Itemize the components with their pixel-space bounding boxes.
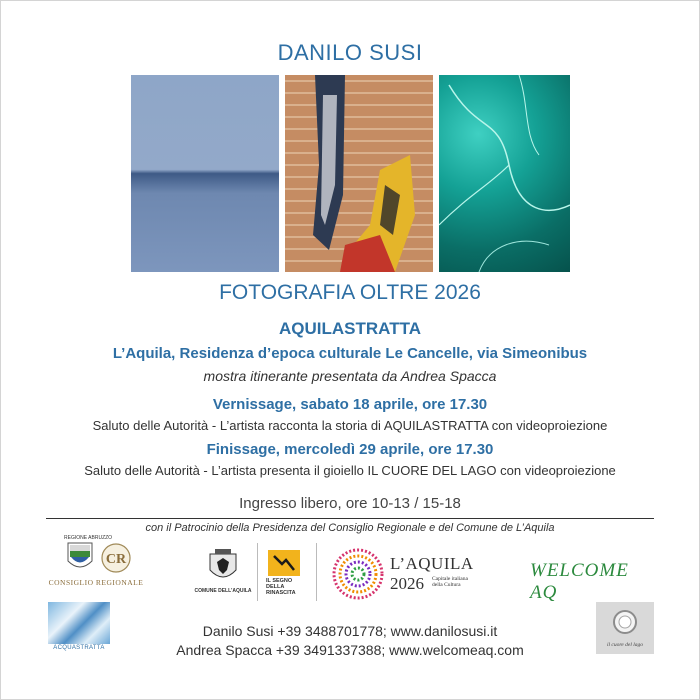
laquila-year: 2026	[390, 574, 424, 593]
comune-crest-icon	[208, 548, 238, 584]
exhibition-title: FOTOGRAFIA OLTRE 2026	[219, 281, 481, 304]
laquila-2026-logo	[332, 548, 482, 600]
water-lines-graphic	[439, 75, 570, 272]
welcome-aq-logo	[530, 560, 654, 603]
vernissage-title: Vernissage, sabato 18 aprile, ore 17.30	[212, 396, 488, 413]
segno-rinascita-logo	[266, 550, 306, 600]
consiglio-regionale-label: CONSIGLIO REGIONALE	[48, 578, 144, 587]
rinascita-mark-icon	[268, 550, 300, 576]
consiglio-regionale-logo	[48, 535, 144, 590]
patronage-line: con il Patrocinio della Presidenza del Consiglio Regionale e del Comune de L’Aquila	[145, 522, 555, 534]
logo-separator	[316, 543, 317, 601]
svg-text:CR: CR	[105, 552, 127, 567]
vernissage-description: Saluto delle Autorità - L’artista racconta la storia di AQUILASTRATTA con videoproiezione	[92, 418, 608, 433]
artist-name: DANILO SUSI	[277, 40, 423, 65]
photo-turquoise-water	[439, 75, 570, 272]
consiglio-emblem-icon	[66, 541, 134, 575]
finissage-title: Finissage, mercoledì 29 aprile, ore 17.30	[206, 441, 494, 458]
laquila-name: L’AQUILA	[390, 554, 474, 573]
cuore-label: il cuore del lago	[607, 642, 643, 648]
acquastratta-label: ACQUASTRATTA	[53, 645, 105, 651]
photo-sea-horizon	[131, 75, 279, 272]
curator-line: mostra itinerante presentata da Andrea Spacca	[203, 368, 497, 384]
welcome-aq-label: WELCOME AQ	[530, 560, 629, 603]
contact-danilo: Danilo Susi +39 3488701778; www.danilosusi.it	[202, 623, 498, 639]
admission-info: Ingresso libero, ore 10-13 / 15-18	[239, 495, 461, 512]
contact-andrea: Andrea Spacca +39 3491337388; www.welcomeaq.com	[176, 642, 524, 658]
exhibition-subtitle: AQUILASTRATTA	[279, 319, 421, 338]
laquila-tagline: Capitale italiana della Cultura	[432, 576, 468, 588]
fabric-drape-graphic	[285, 75, 433, 272]
divider	[46, 518, 654, 519]
regione-abruzzo-label: REGIONE ABRUZZO	[64, 535, 113, 541]
comune-label: COMUNE DELL'AQUILA	[194, 588, 252, 594]
photo-fabric-on-brick-wall	[285, 75, 433, 272]
segno-label: IL SEGNO DELLA RINASCITA	[266, 578, 296, 596]
comune-aquila-logo	[194, 548, 252, 598]
finissage-description: Saluto delle Autorità - L’artista presenta il gioiello IL CUORE DEL LAGO con videoproiezione	[84, 463, 616, 478]
venue-location: L’Aquila, Residenza d’epoca culturale Le Cancelle, via Simeonibus	[112, 345, 588, 362]
laquila-2026-mandala-icon	[332, 548, 384, 600]
logo-separator	[257, 543, 258, 601]
